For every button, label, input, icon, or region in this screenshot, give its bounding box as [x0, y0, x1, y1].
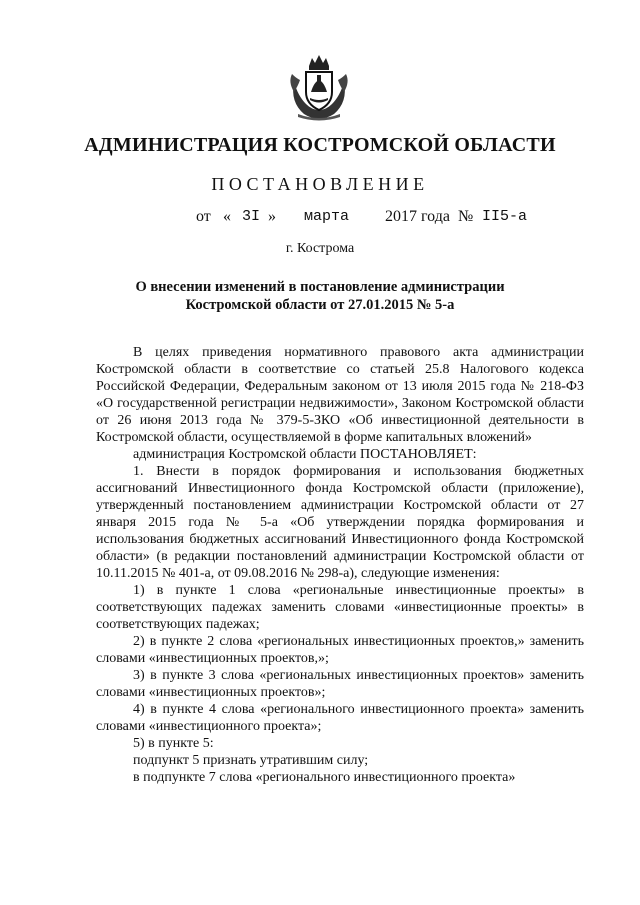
body-paragraph: подпункт 5 признать утратившим силу;: [133, 753, 369, 768]
subject-line-2: Костромской области от 27.01.2015 № 5-а: [185, 297, 455, 313]
document-type: ПОСТАНОВЛЕНИЕ: [211, 174, 429, 194]
date-prefix: от: [196, 208, 211, 225]
body-paragraph: 1) в пункте 1 слова «региональные инвестиционные проекты» в соответствующих падежах заменить словами «инвестиционные проекты» в соответствующих падежах;: [96, 583, 584, 632]
date-line: [0, 206, 640, 228]
document-number: II5-а: [482, 208, 528, 225]
date-quote-close: »: [268, 208, 276, 225]
body-paragraph: администрация Костромской области ПОСТАНОВЛЯЕТ:: [133, 447, 477, 462]
body-paragraph: 2) в пункте 2 слова «региональных инвестиционных проектов,» заменить словами «инвестиционных проектов,»;: [96, 634, 584, 666]
date-quote-open: «: [223, 208, 231, 225]
organization-title: АДМИНИСТРАЦИЯ КОСТРОМСКОЙ ОБЛАСТИ: [84, 134, 556, 156]
body-paragraph: 1. Внести в порядок формирования и использования бюджетных ассигнований Инвестиционного фонда Костромской области (приложение), утвержденный постановлением администрации Костромской области от 27 января 2015 года № 5-а «Об утверждении порядка формирования и использования бюджетных ассигнований Инвестиционного фонда Костромской области» (в редакции постановлений администрации Костромской области от 10.11.2015 № 401-а, от 09.08.2016 № 298-а), следующие изменения:: [96, 464, 584, 581]
body-paragraph: В целях приведения нормативного правового акта администрации Костромской области в соответствие со статьей 25.8 Налогового кодекса Российской Федерации, Федеральным законом от 13 июля 2015 года № 218-ФЗ «О государственной регистрации недвижимости», Законом Костромской области от 26 июня 2013 года № 379-5-ЗКО «Об инвестиционной деятельности в Костромской области, осуществляемой в форме капитальных вложений»: [96, 345, 584, 445]
coat-of-arms-icon: [284, 52, 354, 122]
body-paragraph: в подпункте 7 слова «регионального инвестиционного проекта»: [133, 770, 516, 785]
date-day: 3I: [242, 208, 261, 225]
body-paragraph: 5) в пункте 5:: [133, 736, 214, 751]
document-subject: [90, 278, 550, 314]
date-month: марта: [304, 208, 350, 225]
city-name: г. Кострома: [285, 241, 355, 256]
document-number-sign: №: [458, 208, 474, 225]
body-paragraph: 3) в пункте 3 слова «региональных инвестиционных проектов» заменить словами «инвестиционных проектов»;: [96, 668, 584, 700]
body-paragraph: 4) в пункте 4 слова «регионального инвестиционного проекта» заменить словами «инвестиционного проекта»;: [96, 702, 584, 734]
subject-line-1: О внесении изменений в постановление администрации: [135, 279, 505, 295]
date-year: 2017 года: [385, 208, 450, 225]
document-body: [96, 344, 584, 786]
